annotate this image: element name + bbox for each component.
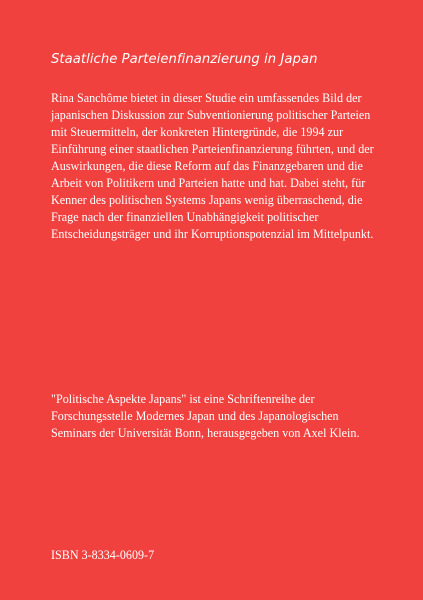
series-note: "Politische Aspekte Japans" ist eine Schriftenreihe der Forschungsstelle Modernes Japan und des Japanologischen Seminars der Universität Bonn, herausgegeben von Axel Klein. <box>51 392 360 440</box>
book-title: Staatliche Parteienfinanzierung in Japan <box>51 52 318 67</box>
isbn-number: ISBN 3-8334-0609-7 <box>51 548 155 562</box>
book-description: Rina Sanchôme bietet in dieser Studie ein umfassendes Bild der japanischen Diskussion zur Subventionierung politischer Parteien mit Steuermitteln, der konkreten Hintergründe, die 1994 zur Einführung einer staatlichen Parteienfinanzierung führten, und der Auswirkungen, die diese Reform auf das Finanzgebaren und die Arbeit von Politikern und Parteien hatte und hat. Dabei steht, für Kenner des politischen Systems Japans wenig überraschend, die Frage nach der finanziellen Unabhängigkeit politischer Entscheidungsträger und ihr Korruptionspotenzial im Mittelpunkt. <box>51 91 374 241</box>
